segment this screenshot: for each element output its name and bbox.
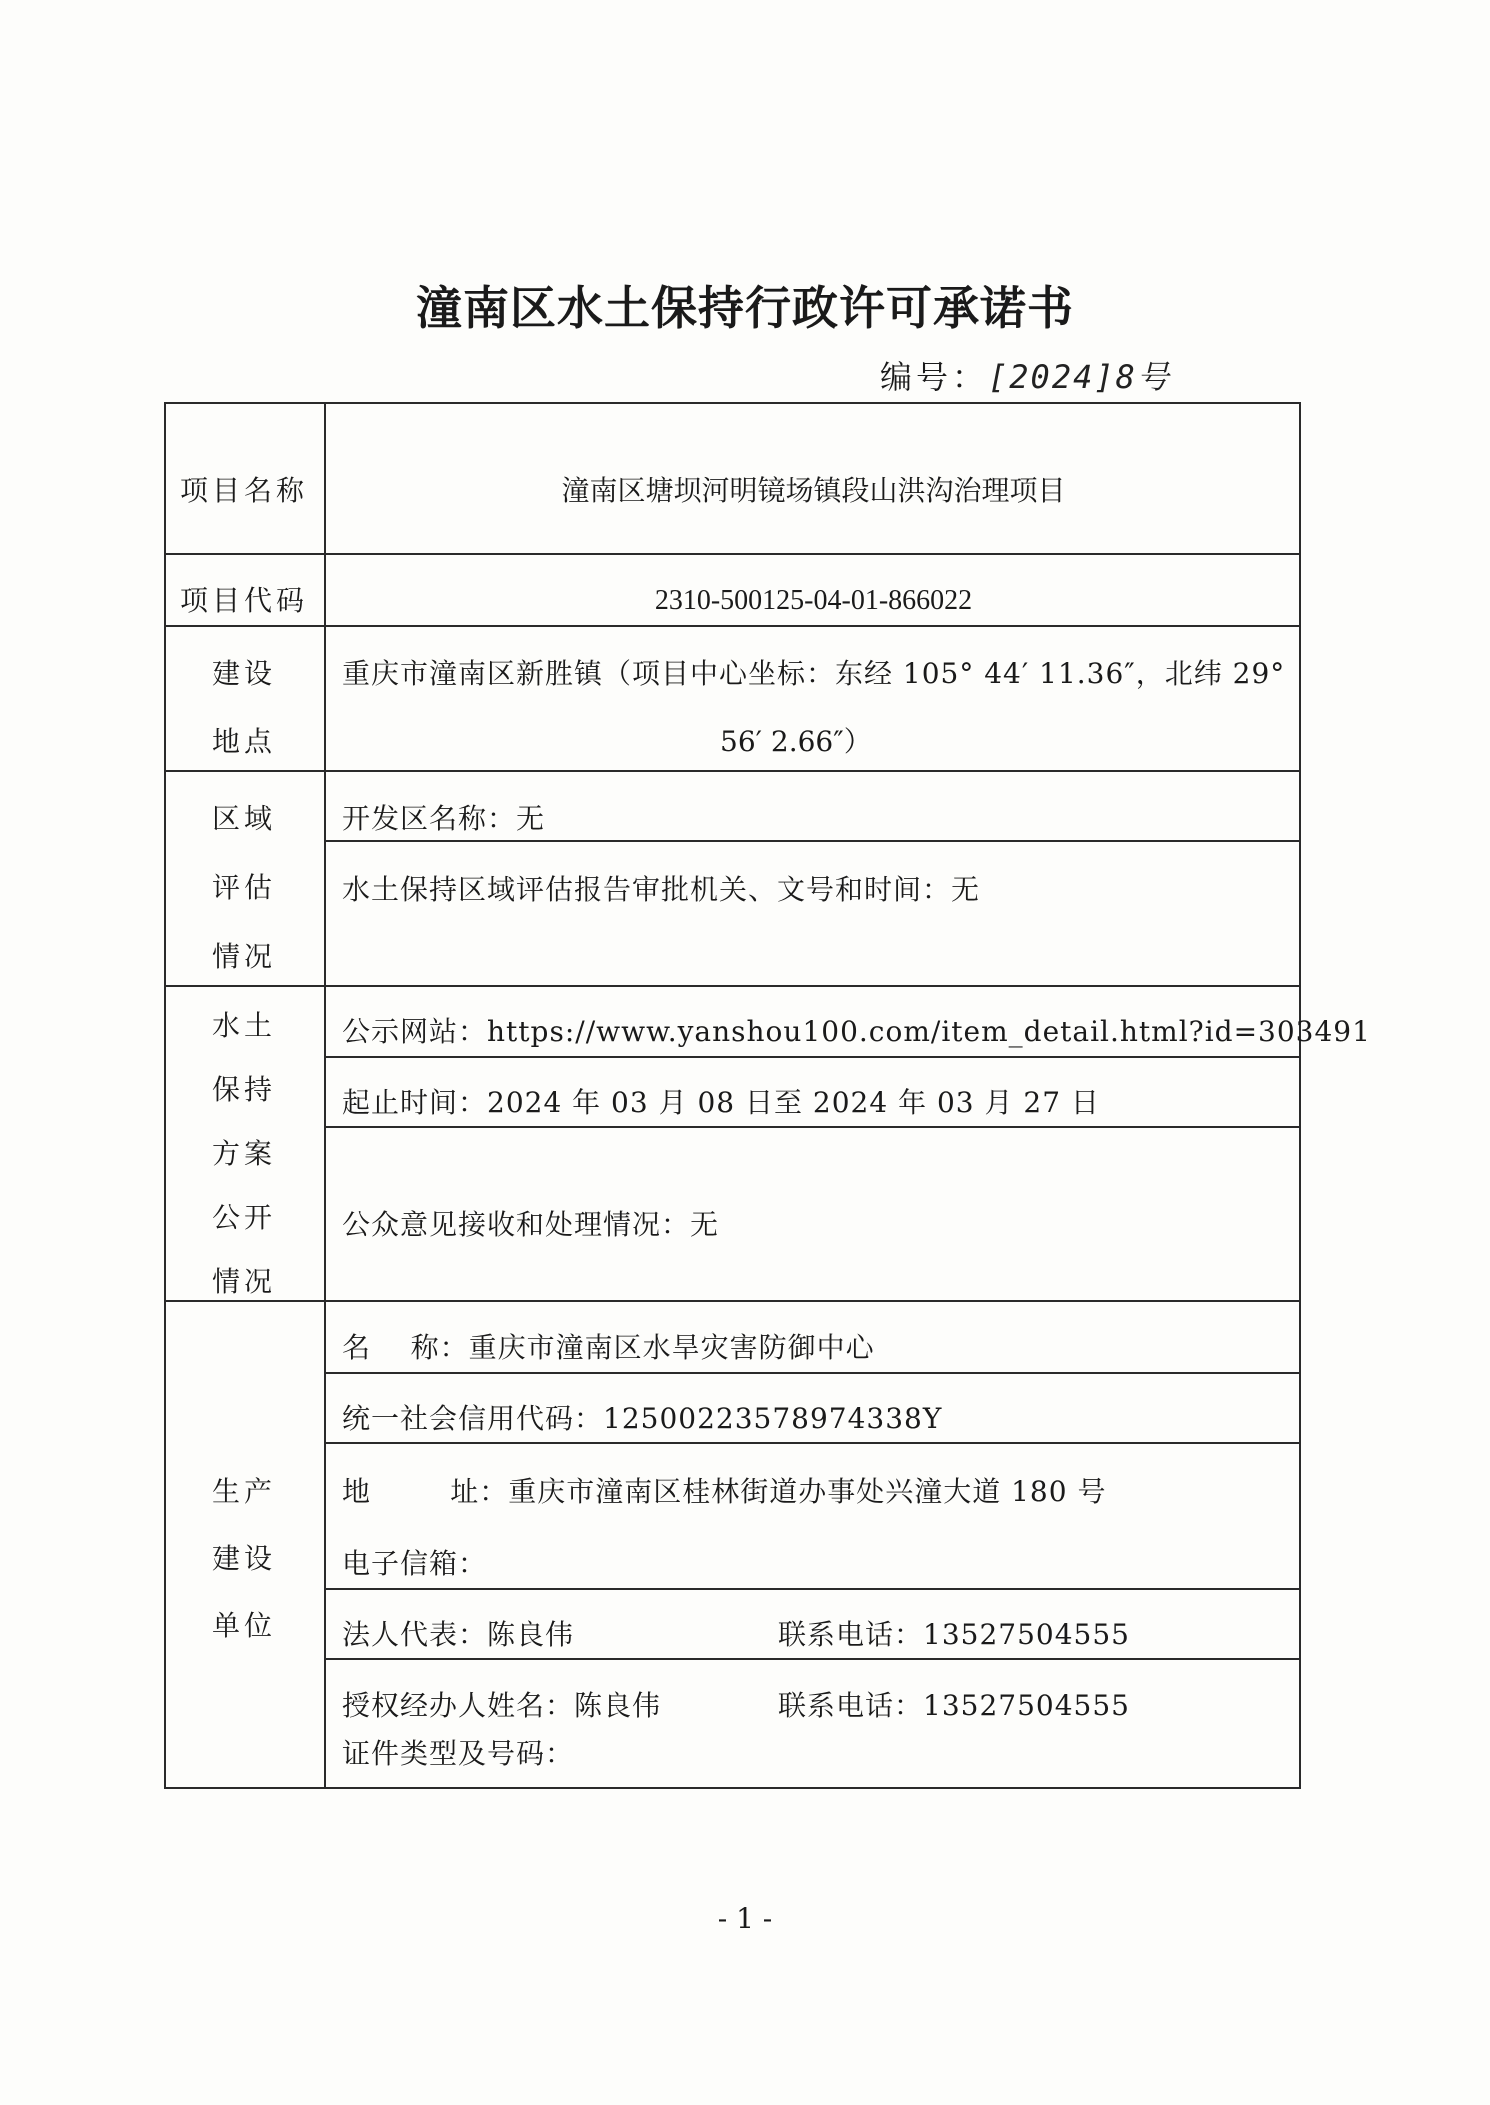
public-feedback: 公众意见接收和处理情况：无 bbox=[342, 1208, 720, 1241]
subrow-divider bbox=[324, 1658, 1301, 1660]
subrow-divider bbox=[324, 1126, 1301, 1128]
project-code-label: 项目代码 bbox=[179, 584, 308, 617]
row-divider bbox=[164, 625, 1301, 627]
row-divider bbox=[164, 985, 1301, 987]
location-label-line1: 建设 bbox=[211, 657, 276, 690]
disclosure-label-line3: 方案 bbox=[211, 1137, 276, 1170]
subrow-divider bbox=[324, 1372, 1301, 1374]
builder-credit-code: 统一社会信用代码：12500223578974338Y bbox=[342, 1402, 943, 1435]
builder-email: 电子信箱： bbox=[342, 1547, 488, 1580]
builder-label-line3: 单位 bbox=[211, 1609, 276, 1642]
authorized-agent: 授权经办人姓名：陈良伟 bbox=[342, 1689, 662, 1722]
assessment-label-line2: 评估 bbox=[211, 871, 276, 904]
builder-label-line2: 建设 bbox=[211, 1542, 276, 1575]
disclosure-website: 公示网站：https://www.yanshou100.com/item_detail.html?id=303491 bbox=[342, 1015, 1371, 1048]
assessment-label-line3: 情况 bbox=[211, 940, 276, 973]
subrow-divider bbox=[324, 1056, 1301, 1058]
subrow-divider bbox=[324, 1442, 1301, 1444]
location-line2: 56′ 2.66″） bbox=[720, 725, 872, 758]
subrow-divider bbox=[324, 840, 1301, 842]
document-number-label: 编号： bbox=[880, 358, 989, 396]
disclosure-label-line2: 保持 bbox=[211, 1073, 276, 1106]
legal-representative: 法人代表：陈良伟 bbox=[342, 1618, 575, 1651]
location-line1: 重庆市潼南区新胜镇（项目中心坐标：东经 105° 44′ 11.36″，北纬 29° bbox=[342, 657, 1286, 690]
project-name-value: 潼南区塘坝河明镜场镇段山洪沟治理项目 bbox=[561, 474, 1066, 507]
document-number-value: [2024]8号 bbox=[988, 358, 1171, 396]
row-divider bbox=[164, 553, 1301, 555]
builder-address: 地 址：重庆市潼南区桂林街道办事处兴潼大道 180 号 bbox=[342, 1475, 1107, 1508]
builder-name: 名 称：重庆市潼南区水旱灾害防御中心 bbox=[342, 1331, 875, 1364]
subrow-divider bbox=[324, 1588, 1301, 1590]
assessment-report: 水土保持区域评估报告审批机关、文号和时间：无 bbox=[342, 873, 981, 906]
id-type-number: 证件类型及号码： bbox=[342, 1737, 575, 1770]
disclosure-period: 起止时间：2024 年 03 月 08 日至 2024 年 03 月 27 日 bbox=[342, 1086, 1100, 1119]
authorized-agent-phone: 联系电话：13527504555 bbox=[778, 1689, 1130, 1722]
disclosure-label-line1: 水土 bbox=[211, 1009, 276, 1042]
builder-label-line1: 生产 bbox=[211, 1475, 276, 1508]
page-number: - 1 - bbox=[717, 1902, 773, 1935]
location-label-line2: 地点 bbox=[211, 725, 276, 758]
assessment-label-line1: 区域 bbox=[211, 802, 276, 835]
table-border-bottom bbox=[164, 1787, 1301, 1789]
zone-name: 开发区名称：无 bbox=[342, 802, 546, 835]
row-divider bbox=[164, 1300, 1301, 1302]
legal-representative-phone: 联系电话：13527504555 bbox=[778, 1618, 1130, 1651]
row-divider bbox=[164, 770, 1301, 772]
project-name-label: 项目名称 bbox=[179, 474, 308, 507]
document-title: 潼南区水土保持行政许可承诺书 bbox=[416, 281, 1074, 335]
disclosure-label-line5: 情况 bbox=[211, 1265, 276, 1298]
disclosure-label-line4: 公开 bbox=[211, 1201, 276, 1234]
project-code-value: 2310-500125-04-01-866022 bbox=[654, 585, 973, 616]
document-number bbox=[880, 352, 1171, 398]
table-border-top bbox=[164, 402, 1301, 404]
